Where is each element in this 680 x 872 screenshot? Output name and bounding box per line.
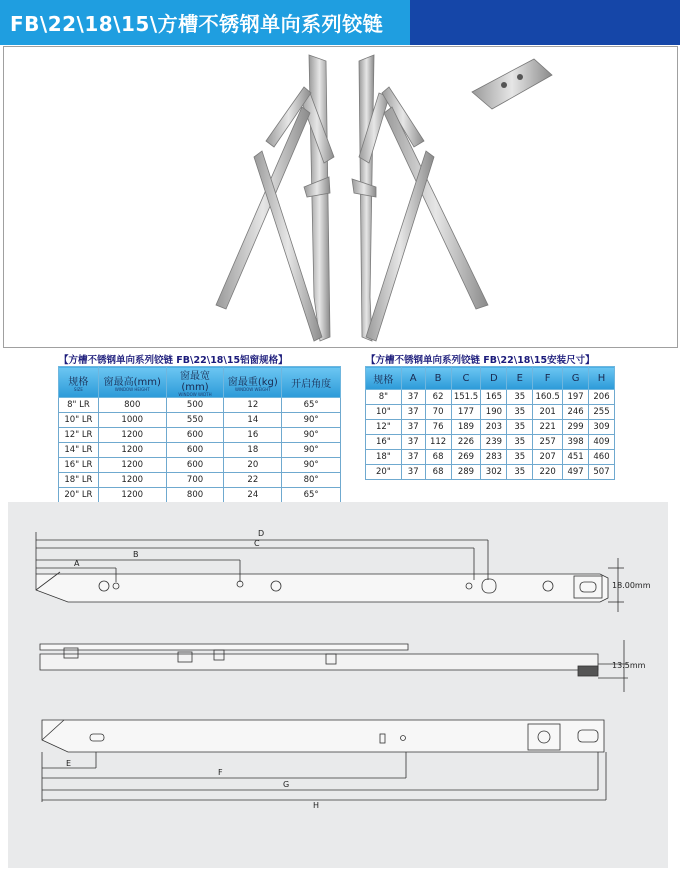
table-cell: 226: [451, 435, 481, 450]
table2-header: B: [425, 367, 451, 390]
table-cell: 1200: [98, 473, 166, 488]
table1-header: 开启角度: [282, 367, 341, 398]
table-cell: 14" LR: [59, 443, 99, 458]
table-cell: 16" LR: [59, 458, 99, 473]
table-row: [59, 428, 341, 443]
table-cell: 165: [481, 390, 507, 405]
table2-header: C: [451, 367, 481, 390]
table2-header: D: [481, 367, 507, 390]
table-row: [366, 435, 615, 450]
table-row: [366, 465, 615, 480]
table-cell: 398: [563, 435, 589, 450]
table2-title: 【方槽不锈钢单向系列铰链 FB\22\18\15安装尺寸】: [366, 355, 595, 366]
table-cell: 289: [451, 465, 481, 480]
table-cell: 68: [425, 465, 451, 480]
table-cell: 35: [507, 420, 533, 435]
table-cell: 35: [507, 405, 533, 420]
table-cell: 206: [589, 390, 615, 405]
table-cell: 1200: [98, 428, 166, 443]
table-cell: 460: [589, 450, 615, 465]
table-row: [366, 405, 615, 420]
table-cell: 10" LR: [59, 413, 99, 428]
table-cell: 600: [166, 428, 224, 443]
table-cell: 409: [589, 435, 615, 450]
table-cell: 800: [166, 488, 224, 503]
table-cell: 1200: [98, 458, 166, 473]
table-cell: 90°: [282, 458, 341, 473]
table2-header: G: [563, 367, 589, 390]
table1-header: 窗最重(kg) WINDOW WEIGHT: [224, 367, 282, 398]
table-cell: 12": [366, 420, 402, 435]
table-cell: 35: [507, 435, 533, 450]
table-cell: 299: [563, 420, 589, 435]
table-cell: 600: [166, 458, 224, 473]
table-cell: 20": [366, 465, 402, 480]
table-cell: 37: [401, 435, 425, 450]
table-cell: 500: [166, 398, 224, 413]
table-cell: 65°: [282, 398, 341, 413]
table-cell: 1200: [98, 488, 166, 503]
table-row: [59, 413, 341, 428]
dim-label-h: H: [313, 801, 320, 810]
table-cell: 65°: [282, 488, 341, 503]
table-cell: 12" LR: [59, 428, 99, 443]
dim-label-13mm: 13.5mm: [612, 661, 646, 670]
dim-label-a: A: [74, 559, 80, 568]
table2-header: H: [589, 367, 615, 390]
table-cell: 35: [507, 465, 533, 480]
table-row: [366, 390, 615, 405]
page-title: FB\22\18\15\方槽不锈钢单向系列铰链: [10, 12, 384, 36]
table-cell: 451: [563, 450, 589, 465]
table-cell: 497: [563, 465, 589, 480]
table-cell: 70: [425, 405, 451, 420]
table1-header: 窗最宽(mm) WINDOW WIDTH: [166, 367, 224, 398]
table-cell: 239: [481, 435, 507, 450]
table-cell: 8": [366, 390, 402, 405]
table-cell: 203: [481, 420, 507, 435]
table-cell: 269: [451, 450, 481, 465]
table-row: [59, 488, 341, 503]
table1-header-row: [59, 367, 341, 398]
dim-label-18mm: 18.00mm: [612, 581, 651, 590]
left-hinge-image: [216, 55, 334, 341]
table2-header-row: [366, 367, 615, 390]
table-cell: 16": [366, 435, 402, 450]
table1-header: 窗最高(mm) WINDOW HEIGHT: [98, 367, 166, 398]
table-cell: 1000: [98, 413, 166, 428]
table-cell: 20: [224, 458, 282, 473]
table-cell: 35: [507, 390, 533, 405]
table-cell: 8" LR: [59, 398, 99, 413]
table-cell: 90°: [282, 413, 341, 428]
table-cell: 507: [589, 465, 615, 480]
table1-title: 【方槽不锈钢单向系列铰链 FB\22\18\15铝窗规格】: [59, 355, 288, 366]
dim-label-b: B: [133, 550, 139, 559]
table-cell: 151.5: [451, 390, 481, 405]
table-cell: 37: [401, 390, 425, 405]
table-cell: 221: [533, 420, 563, 435]
table-cell: 12: [224, 398, 282, 413]
table-cell: 255: [589, 405, 615, 420]
table2-header: 规格: [366, 367, 402, 390]
table2-header: E: [507, 367, 533, 390]
table-row: [366, 420, 615, 435]
spec-table: [58, 366, 341, 503]
table-cell: 62: [425, 390, 451, 405]
table-cell: 550: [166, 413, 224, 428]
install-dimensions-table: [365, 366, 615, 480]
table-cell: 189: [451, 420, 481, 435]
table-cell: 37: [401, 450, 425, 465]
table-row: [59, 458, 341, 473]
table-cell: 37: [401, 405, 425, 420]
table-cell: 37: [401, 420, 425, 435]
technical-drawing: [8, 502, 668, 868]
dimension-drawing-svg: [8, 502, 668, 868]
dim-label-d: D: [258, 529, 265, 538]
table-cell: 246: [563, 405, 589, 420]
table-cell: 302: [481, 465, 507, 480]
table-cell: 90°: [282, 428, 341, 443]
table-cell: 10": [366, 405, 402, 420]
table-row: [59, 473, 341, 488]
table-cell: 600: [166, 443, 224, 458]
hinge-illustration: [4, 47, 677, 347]
table-cell: 18: [224, 443, 282, 458]
table-cell: 35: [507, 450, 533, 465]
table-cell: 16: [224, 428, 282, 443]
table-cell: 22: [224, 473, 282, 488]
table-cell: 220: [533, 465, 563, 480]
table-cell: 80°: [282, 473, 341, 488]
table-cell: 257: [533, 435, 563, 450]
product-photo: [3, 46, 678, 348]
dim-label-e: E: [66, 759, 72, 768]
table2-header: A: [401, 367, 425, 390]
table-cell: 90°: [282, 443, 341, 458]
table-cell: 190: [481, 405, 507, 420]
table1-header: 规格 SIZE: [59, 367, 99, 398]
table-cell: 18" LR: [59, 473, 99, 488]
table-cell: 207: [533, 450, 563, 465]
dim-label-c: C: [254, 539, 260, 548]
table-cell: 160.5: [533, 390, 563, 405]
table2-header: F: [533, 367, 563, 390]
table-cell: 1200: [98, 443, 166, 458]
header-accent: [410, 0, 680, 45]
table-cell: 197: [563, 390, 589, 405]
table-cell: 76: [425, 420, 451, 435]
right-hinge-image: [352, 55, 488, 341]
table-cell: 18": [366, 450, 402, 465]
table-cell: 14: [224, 413, 282, 428]
table-cell: 700: [166, 473, 224, 488]
dim-label-f: F: [218, 768, 223, 777]
table-row: [59, 443, 341, 458]
header-bar: [0, 0, 410, 45]
table-cell: 68: [425, 450, 451, 465]
table-cell: 800: [98, 398, 166, 413]
table-cell: 112: [425, 435, 451, 450]
table-cell: 37: [401, 465, 425, 480]
table-cell: 177: [451, 405, 481, 420]
table-row: [59, 398, 341, 413]
table-cell: 20" LR: [59, 488, 99, 503]
dim-label-g: G: [283, 780, 290, 789]
table-cell: 309: [589, 420, 615, 435]
table-cell: 283: [481, 450, 507, 465]
table-row: [366, 450, 615, 465]
table-cell: 201: [533, 405, 563, 420]
table-cell: 24: [224, 488, 282, 503]
slider-piece-image: [472, 59, 552, 109]
